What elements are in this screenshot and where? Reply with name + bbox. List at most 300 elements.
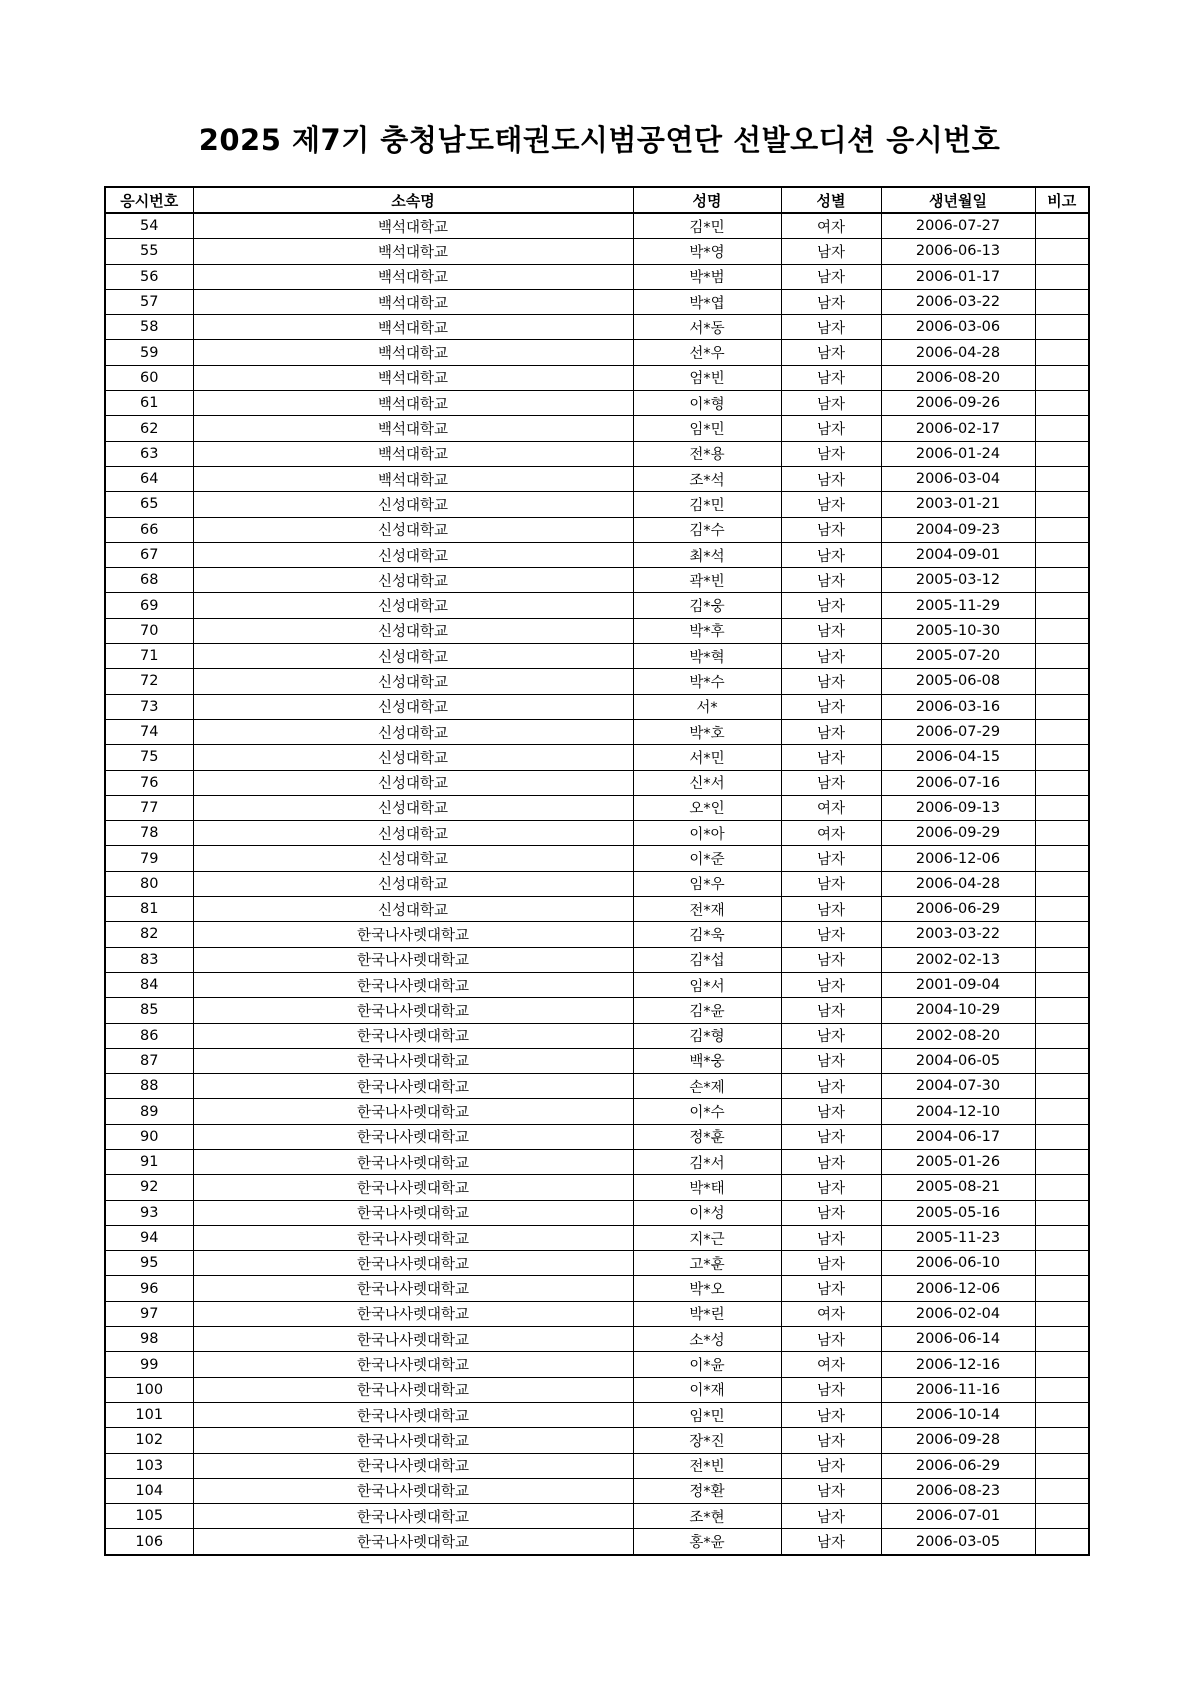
cell-number: 87	[105, 1048, 193, 1073]
cell-affiliation: 한국나사렛대학교	[193, 1377, 633, 1402]
cell-gender: 남자	[781, 1377, 881, 1402]
cell-number: 90	[105, 1124, 193, 1149]
cell-name: 지*근	[633, 1225, 781, 1250]
cell-number: 65	[105, 492, 193, 517]
cell-gender: 남자	[781, 1175, 881, 1200]
cell-number: 72	[105, 669, 193, 694]
cell-gender: 남자	[781, 517, 881, 542]
cell-gender: 남자	[781, 315, 881, 340]
cell-affiliation: 백석대학교	[193, 466, 633, 491]
cell-affiliation: 한국나사렛대학교	[193, 1504, 633, 1529]
cell-number: 57	[105, 289, 193, 314]
cell-birthdate: 2006-06-14	[881, 1327, 1035, 1352]
table-row	[105, 441, 1089, 466]
cell-gender: 남자	[781, 1251, 881, 1276]
cell-name: 박*혁	[633, 644, 781, 669]
cell-birthdate: 2006-09-28	[881, 1428, 1035, 1453]
cell-affiliation: 한국나사렛대학교	[193, 947, 633, 972]
cell-name: 김*욱	[633, 922, 781, 947]
cell-note	[1035, 1428, 1089, 1453]
cell-name: 홍*윤	[633, 1529, 781, 1555]
cell-birthdate: 2005-07-20	[881, 644, 1035, 669]
cell-number: 99	[105, 1352, 193, 1377]
cell-gender: 남자	[781, 998, 881, 1023]
cell-number: 68	[105, 568, 193, 593]
cell-note	[1035, 669, 1089, 694]
cell-affiliation: 신성대학교	[193, 770, 633, 795]
table-row	[105, 1225, 1089, 1250]
cell-note	[1035, 1301, 1089, 1326]
cell-name: 최*석	[633, 542, 781, 567]
cell-note	[1035, 1175, 1089, 1200]
cell-affiliation: 한국나사렛대학교	[193, 1124, 633, 1149]
cell-gender: 남자	[781, 1099, 881, 1124]
cell-birthdate: 2004-06-05	[881, 1048, 1035, 1073]
cell-birthdate: 2005-06-08	[881, 669, 1035, 694]
cell-gender: 남자	[781, 542, 881, 567]
header-number: 응시번호	[105, 187, 193, 213]
cell-birthdate: 2006-06-29	[881, 1453, 1035, 1478]
cell-name: 이*준	[633, 846, 781, 871]
cell-affiliation: 한국나사렛대학교	[193, 1225, 633, 1250]
cell-note	[1035, 517, 1089, 542]
cell-gender: 남자	[781, 365, 881, 390]
cell-number: 66	[105, 517, 193, 542]
cell-name: 박*범	[633, 264, 781, 289]
table-row	[105, 1074, 1089, 1099]
table-row	[105, 1175, 1089, 1200]
cell-gender: 남자	[781, 1276, 881, 1301]
table-row	[105, 1276, 1089, 1301]
header-gender: 성별	[781, 187, 881, 213]
cell-number: 102	[105, 1428, 193, 1453]
cell-birthdate: 2006-01-24	[881, 441, 1035, 466]
page-title: 2025 제7기 충청남도태권도시범공연단 선발오디션 응시번호	[198, 123, 1001, 157]
cell-gender: 남자	[781, 669, 881, 694]
cell-number: 62	[105, 416, 193, 441]
cell-number: 101	[105, 1402, 193, 1427]
cell-name: 곽*빈	[633, 568, 781, 593]
table-row	[105, 289, 1089, 314]
cell-name: 김*민	[633, 492, 781, 517]
cell-number: 61	[105, 391, 193, 416]
cell-note	[1035, 846, 1089, 871]
cell-number: 79	[105, 846, 193, 871]
cell-gender: 남자	[781, 947, 881, 972]
table-header	[105, 187, 1089, 213]
cell-birthdate: 2004-12-10	[881, 1099, 1035, 1124]
cell-affiliation: 한국나사렛대학교	[193, 1402, 633, 1427]
cell-affiliation: 한국나사렛대학교	[193, 1149, 633, 1174]
cell-affiliation: 신성대학교	[193, 821, 633, 846]
cell-gender: 남자	[781, 1327, 881, 1352]
cell-birthdate: 2004-10-29	[881, 998, 1035, 1023]
cell-birthdate: 2006-04-28	[881, 871, 1035, 896]
cell-number: 60	[105, 365, 193, 390]
cell-gender: 남자	[781, 1478, 881, 1503]
cell-affiliation: 백석대학교	[193, 239, 633, 264]
cell-affiliation: 한국나사렛대학교	[193, 1327, 633, 1352]
cell-number: 64	[105, 466, 193, 491]
cell-birthdate: 2006-10-14	[881, 1402, 1035, 1427]
table-row	[105, 1048, 1089, 1073]
table-row	[105, 1377, 1089, 1402]
cell-birthdate: 2006-07-27	[881, 213, 1035, 239]
cell-birthdate: 2006-08-23	[881, 1478, 1035, 1503]
table-row	[105, 1327, 1089, 1352]
cell-gender: 남자	[781, 466, 881, 491]
table-row	[105, 264, 1089, 289]
cell-gender: 남자	[781, 1428, 881, 1453]
table-body	[105, 213, 1089, 1555]
cell-gender: 여자	[781, 795, 881, 820]
cell-affiliation: 한국나사렛대학교	[193, 1023, 633, 1048]
cell-number: 74	[105, 719, 193, 744]
cell-name: 임*민	[633, 416, 781, 441]
cell-affiliation: 한국나사렛대학교	[193, 1048, 633, 1073]
cell-gender: 남자	[781, 264, 881, 289]
cell-birthdate: 2004-07-30	[881, 1074, 1035, 1099]
cell-name: 이*재	[633, 1377, 781, 1402]
cell-birthdate: 2003-01-21	[881, 492, 1035, 517]
table-row	[105, 1200, 1089, 1225]
cell-affiliation: 한국나사렛대학교	[193, 972, 633, 997]
cell-number: 71	[105, 644, 193, 669]
cell-name: 서*민	[633, 745, 781, 770]
cell-number: 54	[105, 213, 193, 239]
cell-birthdate: 2006-06-29	[881, 897, 1035, 922]
cell-note	[1035, 1478, 1089, 1503]
cell-birthdate: 2006-07-16	[881, 770, 1035, 795]
cell-gender: 남자	[781, 719, 881, 744]
cell-note	[1035, 897, 1089, 922]
cell-name: 전*재	[633, 897, 781, 922]
cell-affiliation: 신성대학교	[193, 745, 633, 770]
cell-note	[1035, 1504, 1089, 1529]
cell-name: 박*린	[633, 1301, 781, 1326]
cell-birthdate: 2005-11-23	[881, 1225, 1035, 1250]
cell-name: 박*호	[633, 719, 781, 744]
header-note: 비고	[1035, 187, 1089, 213]
cell-number: 56	[105, 264, 193, 289]
cell-gender: 남자	[781, 416, 881, 441]
cell-number: 58	[105, 315, 193, 340]
cell-name: 박*영	[633, 239, 781, 264]
cell-name: 정*환	[633, 1478, 781, 1503]
cell-gender: 여자	[781, 1301, 881, 1326]
cell-name: 김*민	[633, 213, 781, 239]
applicant-table	[104, 186, 1090, 1556]
cell-number: 75	[105, 745, 193, 770]
cell-gender: 남자	[781, 1023, 881, 1048]
table-row	[105, 542, 1089, 567]
cell-name: 박*엽	[633, 289, 781, 314]
table-row	[105, 1478, 1089, 1503]
cell-number: 85	[105, 998, 193, 1023]
cell-note	[1035, 1074, 1089, 1099]
cell-affiliation: 한국나사렛대학교	[193, 1529, 633, 1555]
cell-number: 96	[105, 1276, 193, 1301]
cell-name: 고*훈	[633, 1251, 781, 1276]
cell-affiliation: 신성대학교	[193, 492, 633, 517]
cell-note	[1035, 947, 1089, 972]
cell-affiliation: 한국나사렛대학교	[193, 1200, 633, 1225]
cell-birthdate: 2006-12-06	[881, 846, 1035, 871]
cell-number: 92	[105, 1175, 193, 1200]
table-row	[105, 391, 1089, 416]
cell-number: 78	[105, 821, 193, 846]
cell-note	[1035, 213, 1089, 239]
table-row	[105, 644, 1089, 669]
cell-number: 88	[105, 1074, 193, 1099]
cell-number: 81	[105, 897, 193, 922]
cell-note	[1035, 972, 1089, 997]
cell-name: 임*민	[633, 1402, 781, 1427]
cell-name: 서*	[633, 694, 781, 719]
cell-birthdate: 2006-04-15	[881, 745, 1035, 770]
cell-note	[1035, 315, 1089, 340]
cell-birthdate: 2006-03-22	[881, 289, 1035, 314]
table-row	[105, 416, 1089, 441]
cell-affiliation: 신성대학교	[193, 871, 633, 896]
cell-name: 손*제	[633, 1074, 781, 1099]
cell-note	[1035, 1352, 1089, 1377]
table-row	[105, 871, 1089, 896]
cell-note	[1035, 1149, 1089, 1174]
table-row	[105, 745, 1089, 770]
cell-note	[1035, 239, 1089, 264]
cell-birthdate: 2004-09-23	[881, 517, 1035, 542]
header-row	[105, 187, 1089, 213]
cell-name: 오*인	[633, 795, 781, 820]
cell-number: 105	[105, 1504, 193, 1529]
cell-affiliation: 신성대학교	[193, 517, 633, 542]
cell-gender: 남자	[781, 1453, 881, 1478]
cell-gender: 남자	[781, 1402, 881, 1427]
cell-note	[1035, 618, 1089, 643]
table-row	[105, 213, 1089, 239]
cell-name: 이*성	[633, 1200, 781, 1225]
cell-birthdate: 2006-12-16	[881, 1352, 1035, 1377]
cell-affiliation: 한국나사렛대학교	[193, 1352, 633, 1377]
cell-birthdate: 2001-09-04	[881, 972, 1035, 997]
cell-birthdate: 2006-03-05	[881, 1529, 1035, 1555]
cell-affiliation: 신성대학교	[193, 846, 633, 871]
cell-gender: 여자	[781, 213, 881, 239]
cell-gender: 남자	[781, 391, 881, 416]
cell-birthdate: 2005-01-26	[881, 1149, 1035, 1174]
cell-number: 82	[105, 922, 193, 947]
cell-name: 조*석	[633, 466, 781, 491]
cell-note	[1035, 770, 1089, 795]
cell-number: 73	[105, 694, 193, 719]
cell-gender: 남자	[781, 694, 881, 719]
cell-name: 박*태	[633, 1175, 781, 1200]
cell-affiliation: 한국나사렛대학교	[193, 1175, 633, 1200]
cell-name: 이*아	[633, 821, 781, 846]
cell-birthdate: 2006-02-17	[881, 416, 1035, 441]
cell-name: 조*현	[633, 1504, 781, 1529]
table-row	[105, 239, 1089, 264]
cell-affiliation: 신성대학교	[193, 719, 633, 744]
cell-note	[1035, 466, 1089, 491]
cell-birthdate: 2006-09-29	[881, 821, 1035, 846]
cell-number: 70	[105, 618, 193, 643]
cell-gender: 남자	[781, 972, 881, 997]
table-row	[105, 1301, 1089, 1326]
cell-note	[1035, 1402, 1089, 1427]
cell-number: 69	[105, 593, 193, 618]
cell-note	[1035, 1225, 1089, 1250]
cell-gender: 남자	[781, 871, 881, 896]
cell-gender: 남자	[781, 644, 881, 669]
cell-gender: 남자	[781, 289, 881, 314]
cell-affiliation: 신성대학교	[193, 618, 633, 643]
cell-note	[1035, 289, 1089, 314]
cell-number: 98	[105, 1327, 193, 1352]
cell-gender: 남자	[781, 618, 881, 643]
cell-affiliation: 한국나사렛대학교	[193, 922, 633, 947]
cell-gender: 남자	[781, 922, 881, 947]
table-row	[105, 947, 1089, 972]
cell-note	[1035, 1276, 1089, 1301]
cell-name: 장*진	[633, 1428, 781, 1453]
header-name: 성명	[633, 187, 781, 213]
cell-note	[1035, 542, 1089, 567]
header-affiliation: 소속명	[193, 187, 633, 213]
cell-name: 김*섭	[633, 947, 781, 972]
table-row	[105, 719, 1089, 744]
cell-birthdate: 2003-03-22	[881, 922, 1035, 947]
table-row	[105, 1099, 1089, 1124]
cell-gender: 남자	[781, 745, 881, 770]
cell-note	[1035, 644, 1089, 669]
cell-name: 전*빈	[633, 1453, 781, 1478]
table-row	[105, 593, 1089, 618]
cell-gender: 남자	[781, 340, 881, 365]
cell-birthdate: 2002-02-13	[881, 947, 1035, 972]
cell-name: 선*우	[633, 340, 781, 365]
cell-note	[1035, 492, 1089, 517]
cell-number: 89	[105, 1099, 193, 1124]
cell-gender: 남자	[781, 1225, 881, 1250]
table-row	[105, 1428, 1089, 1453]
cell-note	[1035, 365, 1089, 390]
cell-name: 김*수	[633, 517, 781, 542]
table-row	[105, 1402, 1089, 1427]
cell-affiliation: 신성대학교	[193, 644, 633, 669]
table-row	[105, 998, 1089, 1023]
cell-affiliation: 신성대학교	[193, 669, 633, 694]
table-row	[105, 1023, 1089, 1048]
cell-affiliation: 한국나사렛대학교	[193, 998, 633, 1023]
cell-birthdate: 2005-08-21	[881, 1175, 1035, 1200]
table-row	[105, 669, 1089, 694]
table-row	[105, 1504, 1089, 1529]
cell-affiliation: 한국나사렛대학교	[193, 1428, 633, 1453]
cell-note	[1035, 568, 1089, 593]
cell-number: 94	[105, 1225, 193, 1250]
cell-number: 95	[105, 1251, 193, 1276]
cell-gender: 남자	[781, 897, 881, 922]
table-row	[105, 972, 1089, 997]
cell-number: 93	[105, 1200, 193, 1225]
cell-birthdate: 2005-03-12	[881, 568, 1035, 593]
table-row	[105, 1529, 1089, 1555]
cell-affiliation: 한국나사렛대학교	[193, 1074, 633, 1099]
cell-birthdate: 2006-09-13	[881, 795, 1035, 820]
cell-affiliation: 백석대학교	[193, 264, 633, 289]
cell-birthdate: 2006-03-16	[881, 694, 1035, 719]
cell-name: 임*우	[633, 871, 781, 896]
table-row	[105, 365, 1089, 390]
cell-note	[1035, 719, 1089, 744]
cell-note	[1035, 871, 1089, 896]
header-birthdate: 생년월일	[881, 187, 1035, 213]
cell-birthdate: 2006-06-10	[881, 1251, 1035, 1276]
cell-gender: 남자	[781, 1529, 881, 1555]
cell-birthdate: 2006-03-04	[881, 466, 1035, 491]
table-row	[105, 795, 1089, 820]
cell-note	[1035, 416, 1089, 441]
table-row	[105, 846, 1089, 871]
cell-birthdate: 2006-09-26	[881, 391, 1035, 416]
cell-name: 김*윤	[633, 998, 781, 1023]
table-row	[105, 315, 1089, 340]
cell-birthdate: 2006-12-06	[881, 1276, 1035, 1301]
cell-number: 104	[105, 1478, 193, 1503]
cell-note	[1035, 391, 1089, 416]
cell-number: 63	[105, 441, 193, 466]
cell-number: 55	[105, 239, 193, 264]
cell-note	[1035, 340, 1089, 365]
cell-name: 김*형	[633, 1023, 781, 1048]
table-row	[105, 1352, 1089, 1377]
cell-birthdate: 2005-10-30	[881, 618, 1035, 643]
cell-note	[1035, 694, 1089, 719]
cell-name: 이*윤	[633, 1352, 781, 1377]
cell-note	[1035, 264, 1089, 289]
cell-gender: 남자	[781, 770, 881, 795]
cell-name: 이*형	[633, 391, 781, 416]
cell-birthdate: 2005-11-29	[881, 593, 1035, 618]
cell-note	[1035, 795, 1089, 820]
cell-name: 백*웅	[633, 1048, 781, 1073]
cell-affiliation: 백석대학교	[193, 441, 633, 466]
cell-gender: 남자	[781, 441, 881, 466]
cell-affiliation: 신성대학교	[193, 694, 633, 719]
cell-affiliation: 신성대학교	[193, 593, 633, 618]
cell-birthdate: 2006-06-13	[881, 239, 1035, 264]
cell-number: 67	[105, 542, 193, 567]
cell-note	[1035, 1377, 1089, 1402]
cell-gender: 남자	[781, 239, 881, 264]
cell-number: 100	[105, 1377, 193, 1402]
cell-gender: 남자	[781, 1504, 881, 1529]
cell-gender: 남자	[781, 1048, 881, 1073]
table-row	[105, 492, 1089, 517]
cell-note	[1035, 1099, 1089, 1124]
cell-birthdate: 2005-05-16	[881, 1200, 1035, 1225]
cell-name: 임*서	[633, 972, 781, 997]
table-row	[105, 517, 1089, 542]
table-row	[105, 1149, 1089, 1174]
cell-birthdate: 2006-02-04	[881, 1301, 1035, 1326]
cell-note	[1035, 998, 1089, 1023]
cell-birthdate: 2006-08-20	[881, 365, 1035, 390]
cell-number: 80	[105, 871, 193, 896]
cell-note	[1035, 1124, 1089, 1149]
